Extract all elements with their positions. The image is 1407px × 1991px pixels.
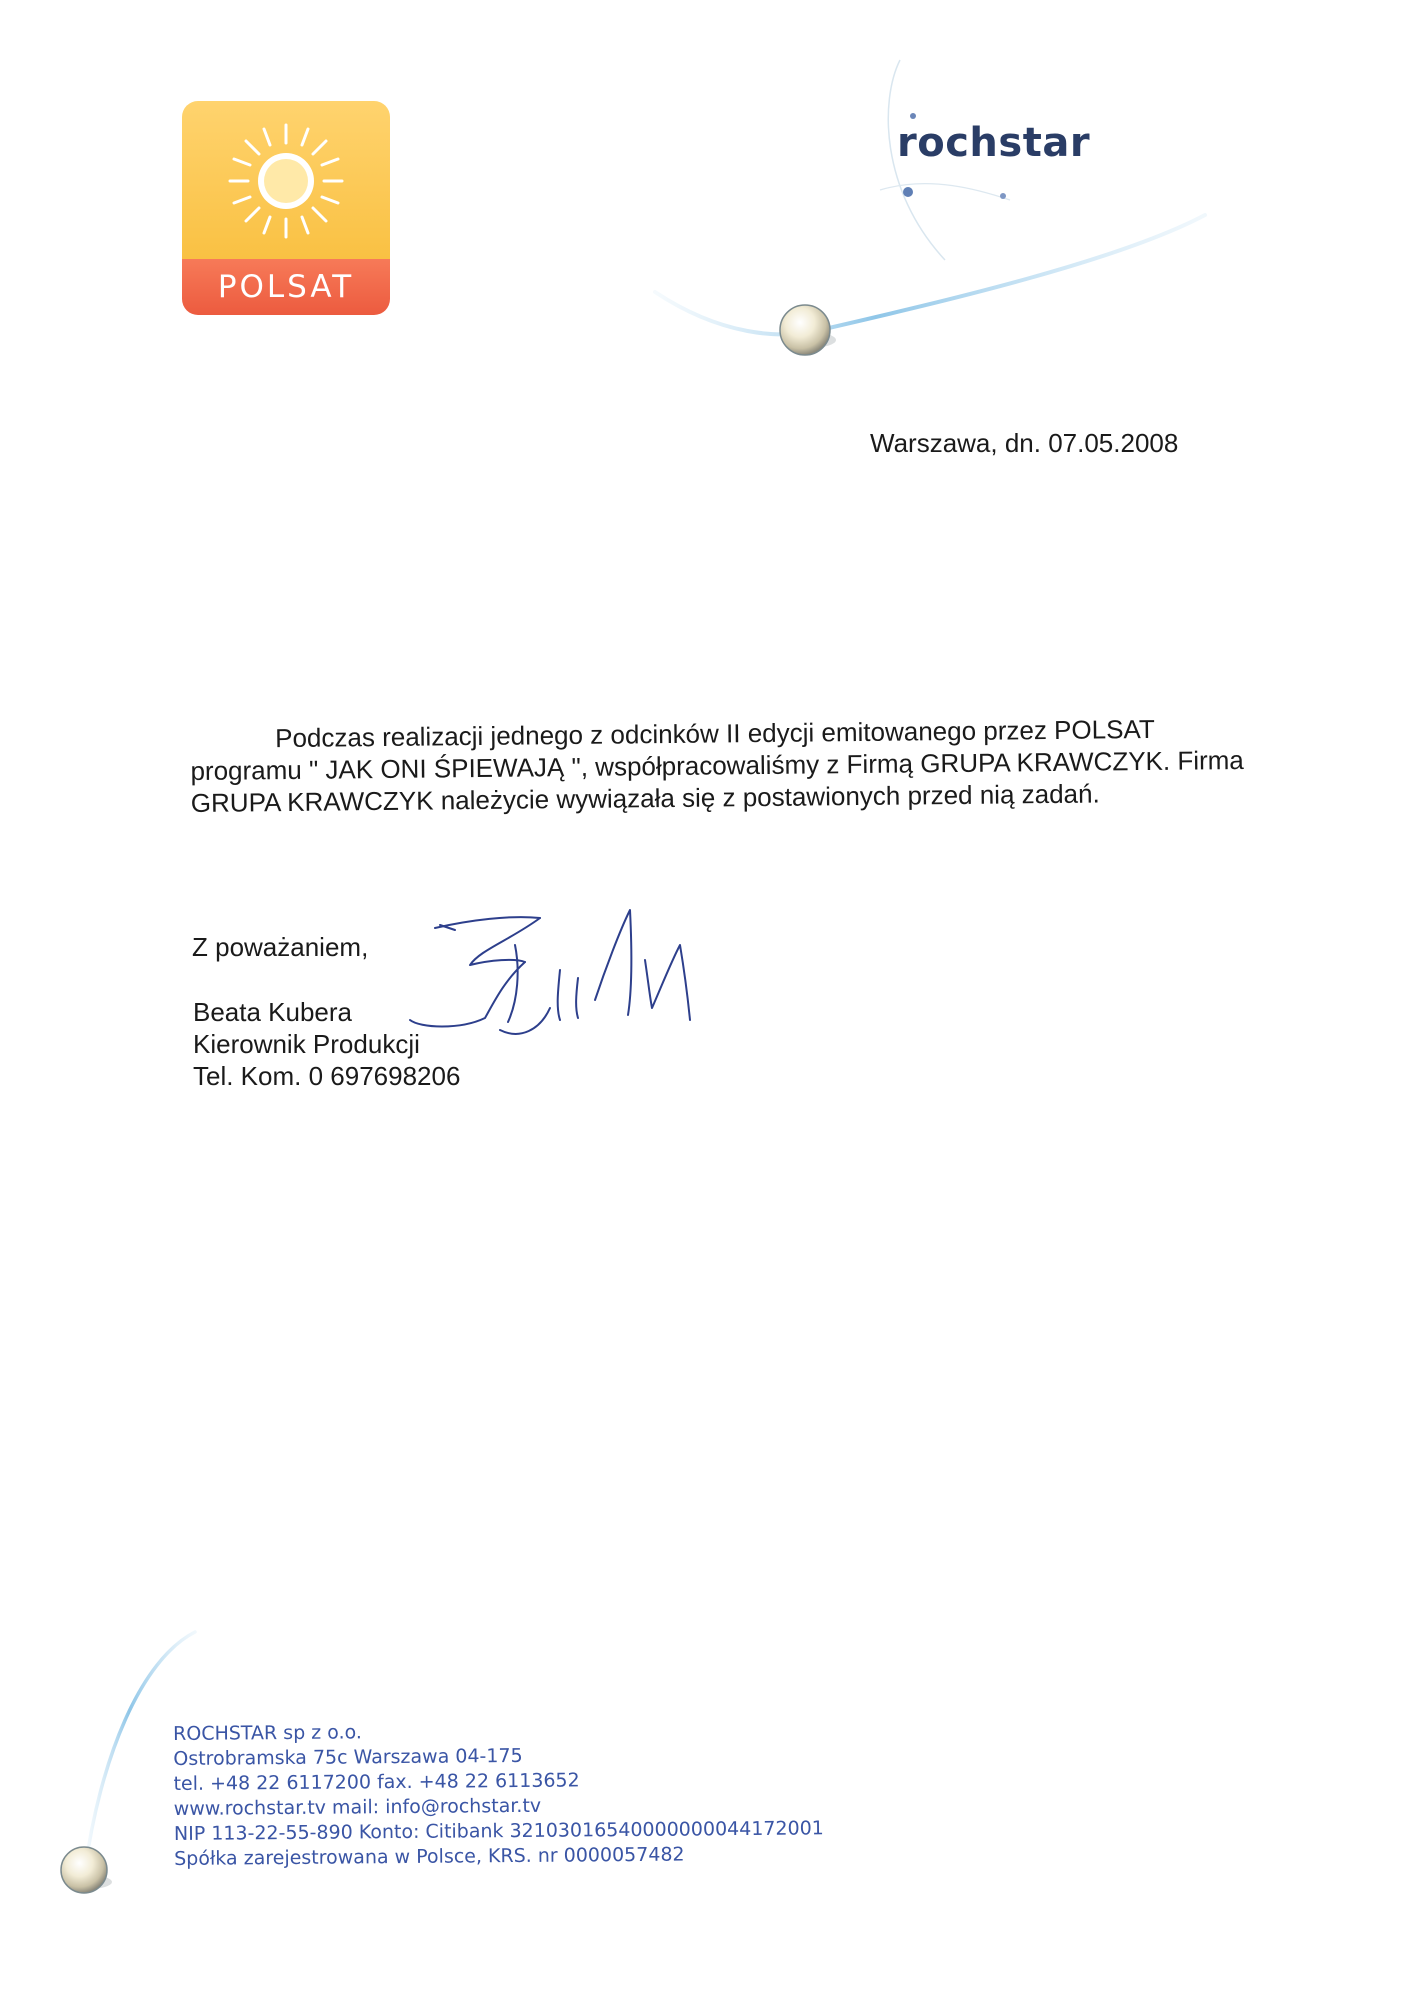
footer-address: Ostrobramska 75c Warszawa 04-175	[173, 1744, 523, 1770]
footer-contact	[173, 1716, 824, 1872]
sun-icon	[226, 121, 346, 241]
pearl-icon	[61, 1847, 112, 1893]
polsat-logo-emblem	[182, 101, 390, 259]
signer-phone: Tel. Kom. 0 697698206	[193, 1061, 461, 1091]
footer-nip-account: NIP 113-22-55-890 Konto: Citibank 32103016540000000044172001	[173, 1817, 824, 1845]
footer-company: ROCHSTAR sp z o.o.	[173, 1721, 363, 1745]
signer-name: Beata Kubera	[193, 997, 353, 1027]
signer-title: Kierownik Produkcji	[193, 1029, 420, 1059]
letter-closing: Z poważaniem,	[192, 932, 369, 962]
rochstar-logo: rochstar	[897, 120, 1091, 166]
polsat-logo	[182, 101, 390, 315]
letter-body	[190, 712, 1251, 819]
footer-web-mail: www.rochstar.tv mail: info@rochstar.tv	[173, 1794, 542, 1820]
letter-date: Warszawa, dn. 07.05.2008	[870, 428, 1179, 458]
polsat-logo-wordmark: POLSAT	[182, 259, 390, 315]
pearl-icon	[780, 305, 836, 355]
letter-body-paragraph: Podczas realizacji jednego z odcinków II edycji emitowanego przez POLSAT programu " JAK ONI ŚPIEWAJĄ ", współpracowaliśmy z Firmą GRUPA KRAWCZYK. Firma GRUPA KRAWCZYK należycie wywiązała się z postawionych przed nią zadań.	[190, 713, 1244, 818]
footer-phone-fax: tel. +48 22 6117200 fax. +48 22 6113652	[173, 1769, 580, 1795]
footer-registration: Spółka zarejestrowana w Polsce, KRS. nr 0000057482	[174, 1843, 685, 1870]
handwritten-signature	[400, 890, 760, 1070]
